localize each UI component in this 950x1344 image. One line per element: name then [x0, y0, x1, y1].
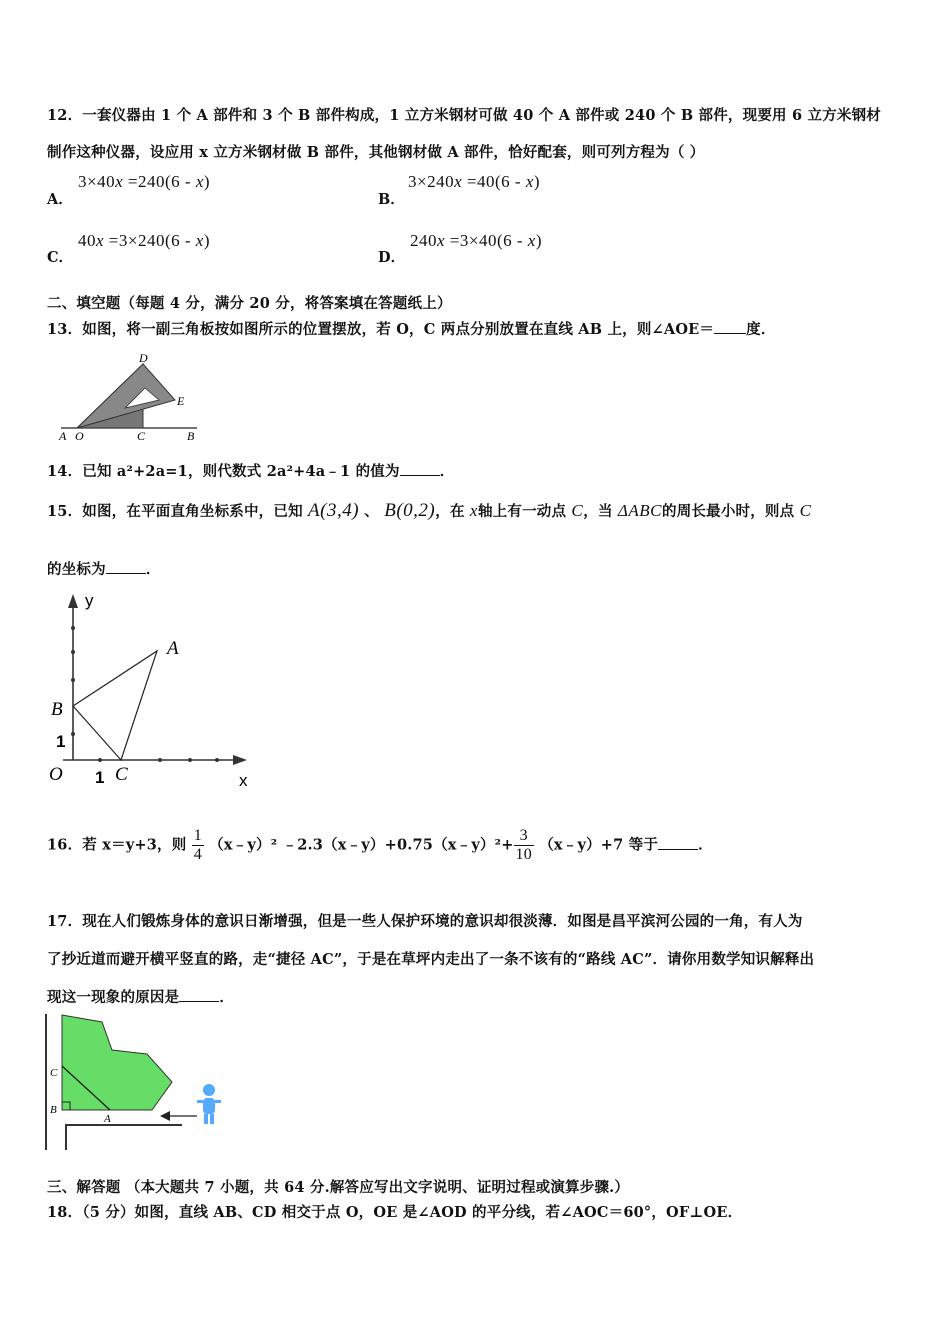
- q14-end: ．: [439, 463, 455, 480]
- q12-option-a-var: x: [115, 172, 124, 191]
- q16-fraction-1-num: 1: [193, 827, 202, 844]
- q13-answer-blank: [714, 319, 746, 334]
- q15-label-c: C: [115, 764, 128, 785]
- q15-label-o: O: [49, 764, 63, 785]
- q15-tick-x5: [215, 758, 219, 762]
- q16-part1: 16．若 x＝y+3，则: [47, 836, 187, 854]
- q15-separator: 、: [364, 503, 379, 520]
- q15-y-arrow: [68, 594, 78, 608]
- q15-x-arrow: [233, 755, 247, 765]
- q15-line1: [47, 500, 811, 522]
- q16-fraction-2-num: 3: [519, 827, 528, 844]
- q15-tick-y4: [71, 626, 75, 630]
- q17-road-corner: [66, 1125, 182, 1150]
- q16-fraction-1-den: 4: [193, 846, 202, 863]
- q15-line2-text: 的坐标为: [47, 561, 106, 578]
- q13-label-c: C: [137, 429, 146, 443]
- q17-person-icon: [197, 1084, 221, 1124]
- q13-triangle-figure: [55, 348, 205, 446]
- q15-label-y: y: [85, 591, 94, 610]
- q13-text: [47, 318, 776, 339]
- q12-option-d-equation: [410, 231, 542, 251]
- q14-text: [47, 460, 454, 481]
- section2-heading: 二、填空题（每题 4 分，满分 20 分，将答案填在答题纸上）: [47, 295, 452, 312]
- q17-person-body: [203, 1098, 215, 1114]
- q15-triangle: ΔABC: [617, 501, 663, 520]
- q15-label-b: B: [51, 699, 63, 720]
- q15-answer-blank: [106, 559, 146, 574]
- q17-line3: [47, 986, 234, 1007]
- q14-answer-blank: [400, 461, 440, 476]
- q15-part3: 轴上有一动点: [477, 503, 567, 520]
- q17-label-a: A: [104, 1113, 111, 1125]
- q17-label-c: C: [50, 1067, 58, 1079]
- q15-part4: ，当: [583, 503, 613, 520]
- q12-line1: 12．一套仪器由 1 个 A 部件和 3 个 B 部件构成，1 立方米钢材可做 40 个 A 部件或 240 个 B 部件，现要用 6 立方米钢材: [47, 107, 882, 124]
- q12-option-c-end: ): [203, 231, 211, 250]
- q12-option-d-var2: x: [527, 231, 536, 250]
- q16-fraction-1: [192, 827, 204, 864]
- q12-option-c-var2: x: [195, 231, 204, 250]
- q12-option-b-end: ): [533, 172, 541, 191]
- q17-end: ．: [219, 989, 235, 1006]
- q15-point-b: B(0,2): [384, 500, 436, 521]
- section3-heading: 三、解答题 （本大题共 7 小题，共 64 分.解答应写出文字说明、证明过程或演算步骤.）: [47, 1179, 630, 1196]
- q13-label-o: O: [75, 429, 84, 443]
- q13-label-d: D: [139, 351, 148, 365]
- q12-option-a-label: A．: [47, 191, 73, 208]
- q15-tick-x1: [98, 758, 102, 762]
- q18-text: 18．（5 分）如图，直线 AB、CD 相交于点 O，OE 是∠AOD 的平分线，若∠AOC＝60°，OF⊥OE．: [47, 1204, 743, 1221]
- q15-label-x: x: [239, 771, 248, 790]
- q15-label-one-x: 1: [95, 768, 105, 787]
- q17-person-arm-left: [197, 1100, 203, 1103]
- q16-end: ．: [698, 836, 713, 854]
- q16-text: [47, 827, 713, 864]
- q12-line2: 制作这种仪器，设应用 x 立方米钢材做 B 部件，其他钢材做 A 部件，恰好配套，则可列方程为（ ）: [47, 144, 705, 161]
- q15-label-a: A: [167, 638, 179, 659]
- q12-option-b-lhs: 3×240: [408, 172, 455, 191]
- q15-tick-x4: [188, 758, 192, 762]
- q12-option-b-equation: [408, 172, 540, 192]
- q16-fraction-2-den: 10: [515, 846, 532, 863]
- q17-arrow-head: [160, 1111, 170, 1121]
- q13-label-a: A: [59, 429, 67, 443]
- q17-person-arm-right: [215, 1100, 221, 1103]
- q12-option-d-label: D．: [378, 249, 406, 266]
- q17-line2: 了抄近道而避开横平竖直的路，走“捷径 AC”，于是在草坪内走出了一条不该有的“路线 AC”．请你用数学知识解释出: [47, 951, 815, 968]
- q12-option-b-label: B．: [378, 191, 405, 208]
- q12-option-c-lhs: 40: [78, 231, 96, 250]
- q16-part2: （x﹣y）² ﹣2.3（x﹣y）+0.75（x﹣y）²+: [209, 836, 514, 854]
- q17-park-figure: [42, 1010, 232, 1155]
- q15-point-c: C: [571, 501, 584, 520]
- q15-coordinate-figure: [45, 588, 260, 793]
- q13-label-b: B: [187, 429, 195, 443]
- q14-stem: 14．已知 a²+2a=1，则代数式 2a²+4a﹣1 的值为: [47, 463, 400, 480]
- q17-person-head: [203, 1084, 215, 1096]
- q17-line3-text: 现这一现象的原因是: [47, 989, 180, 1006]
- q15-tick-y3: [71, 650, 75, 654]
- q12-option-d-lhs: 240: [410, 231, 437, 250]
- q12-option-b-mid: =40(6 -: [462, 172, 526, 191]
- q12-option-c-var: x: [96, 231, 105, 250]
- q15-label-one-y: 1: [56, 732, 66, 751]
- q12-option-c-mid: =3×240(6 -: [104, 231, 196, 250]
- q12-option-a-mid: =240(6 -: [123, 172, 196, 191]
- q12-option-a-end: ): [203, 172, 211, 191]
- q12-option-d-mid: =3×40(6 -: [445, 231, 528, 250]
- q15-x-var: x: [469, 501, 478, 520]
- q13-stem: 13．如图，将一副三角板按如图所示的位置摆放，若 O，C 两点分别放置在直线 AB 上，则∠AOE＝: [47, 321, 715, 338]
- q15-part2: ，在: [435, 503, 465, 520]
- q15-tick-y2a: [71, 678, 75, 682]
- q12-option-a-lhs: 3×40: [78, 172, 116, 191]
- q13-end: 度．: [746, 321, 776, 338]
- q17-label-b: B: [50, 1104, 57, 1116]
- q17-person-leg-left: [204, 1114, 208, 1124]
- q16-part3: （x﹣y）+7 等于: [539, 836, 659, 854]
- q12-option-c-label: C．: [47, 249, 74, 266]
- q15-tick-y1: [71, 732, 75, 736]
- q15-part5: 的周长最小时，则点: [662, 503, 795, 520]
- q12-option-d-end: ): [535, 231, 543, 250]
- q12-option-b-var: x: [454, 172, 463, 191]
- q17-grass-area: [62, 1015, 172, 1110]
- q12-option-a-var2: x: [195, 172, 204, 191]
- q12-option-c-equation: [78, 231, 210, 251]
- q15-end: ．: [145, 561, 161, 578]
- q13-label-e: E: [177, 394, 185, 408]
- q15-part1: 15．如图，在平面直角坐标系中，已知: [47, 503, 303, 520]
- q17-line1: 17．现在人们锻炼身体的意识日渐增强，但是一些人保护环境的意识却很淡薄．如图是昌平滨河公园的一角，有人为: [47, 913, 803, 930]
- q12-option-b-var2: x: [525, 172, 534, 191]
- q15-point-c2: C: [799, 501, 812, 520]
- q17-answer-blank: [179, 987, 219, 1002]
- q16-answer-blank: [658, 835, 698, 850]
- q15-line2: [47, 558, 161, 579]
- q15-triangle-abc: [73, 651, 157, 760]
- q12-option-d-var: x: [437, 231, 446, 250]
- q16-fraction-2: [514, 827, 534, 864]
- q15-point-a: A(3,4): [308, 500, 360, 521]
- q12-option-a-equation: [78, 172, 210, 192]
- q17-person-leg-right: [210, 1114, 214, 1124]
- q15-tick-x3: [158, 758, 162, 762]
